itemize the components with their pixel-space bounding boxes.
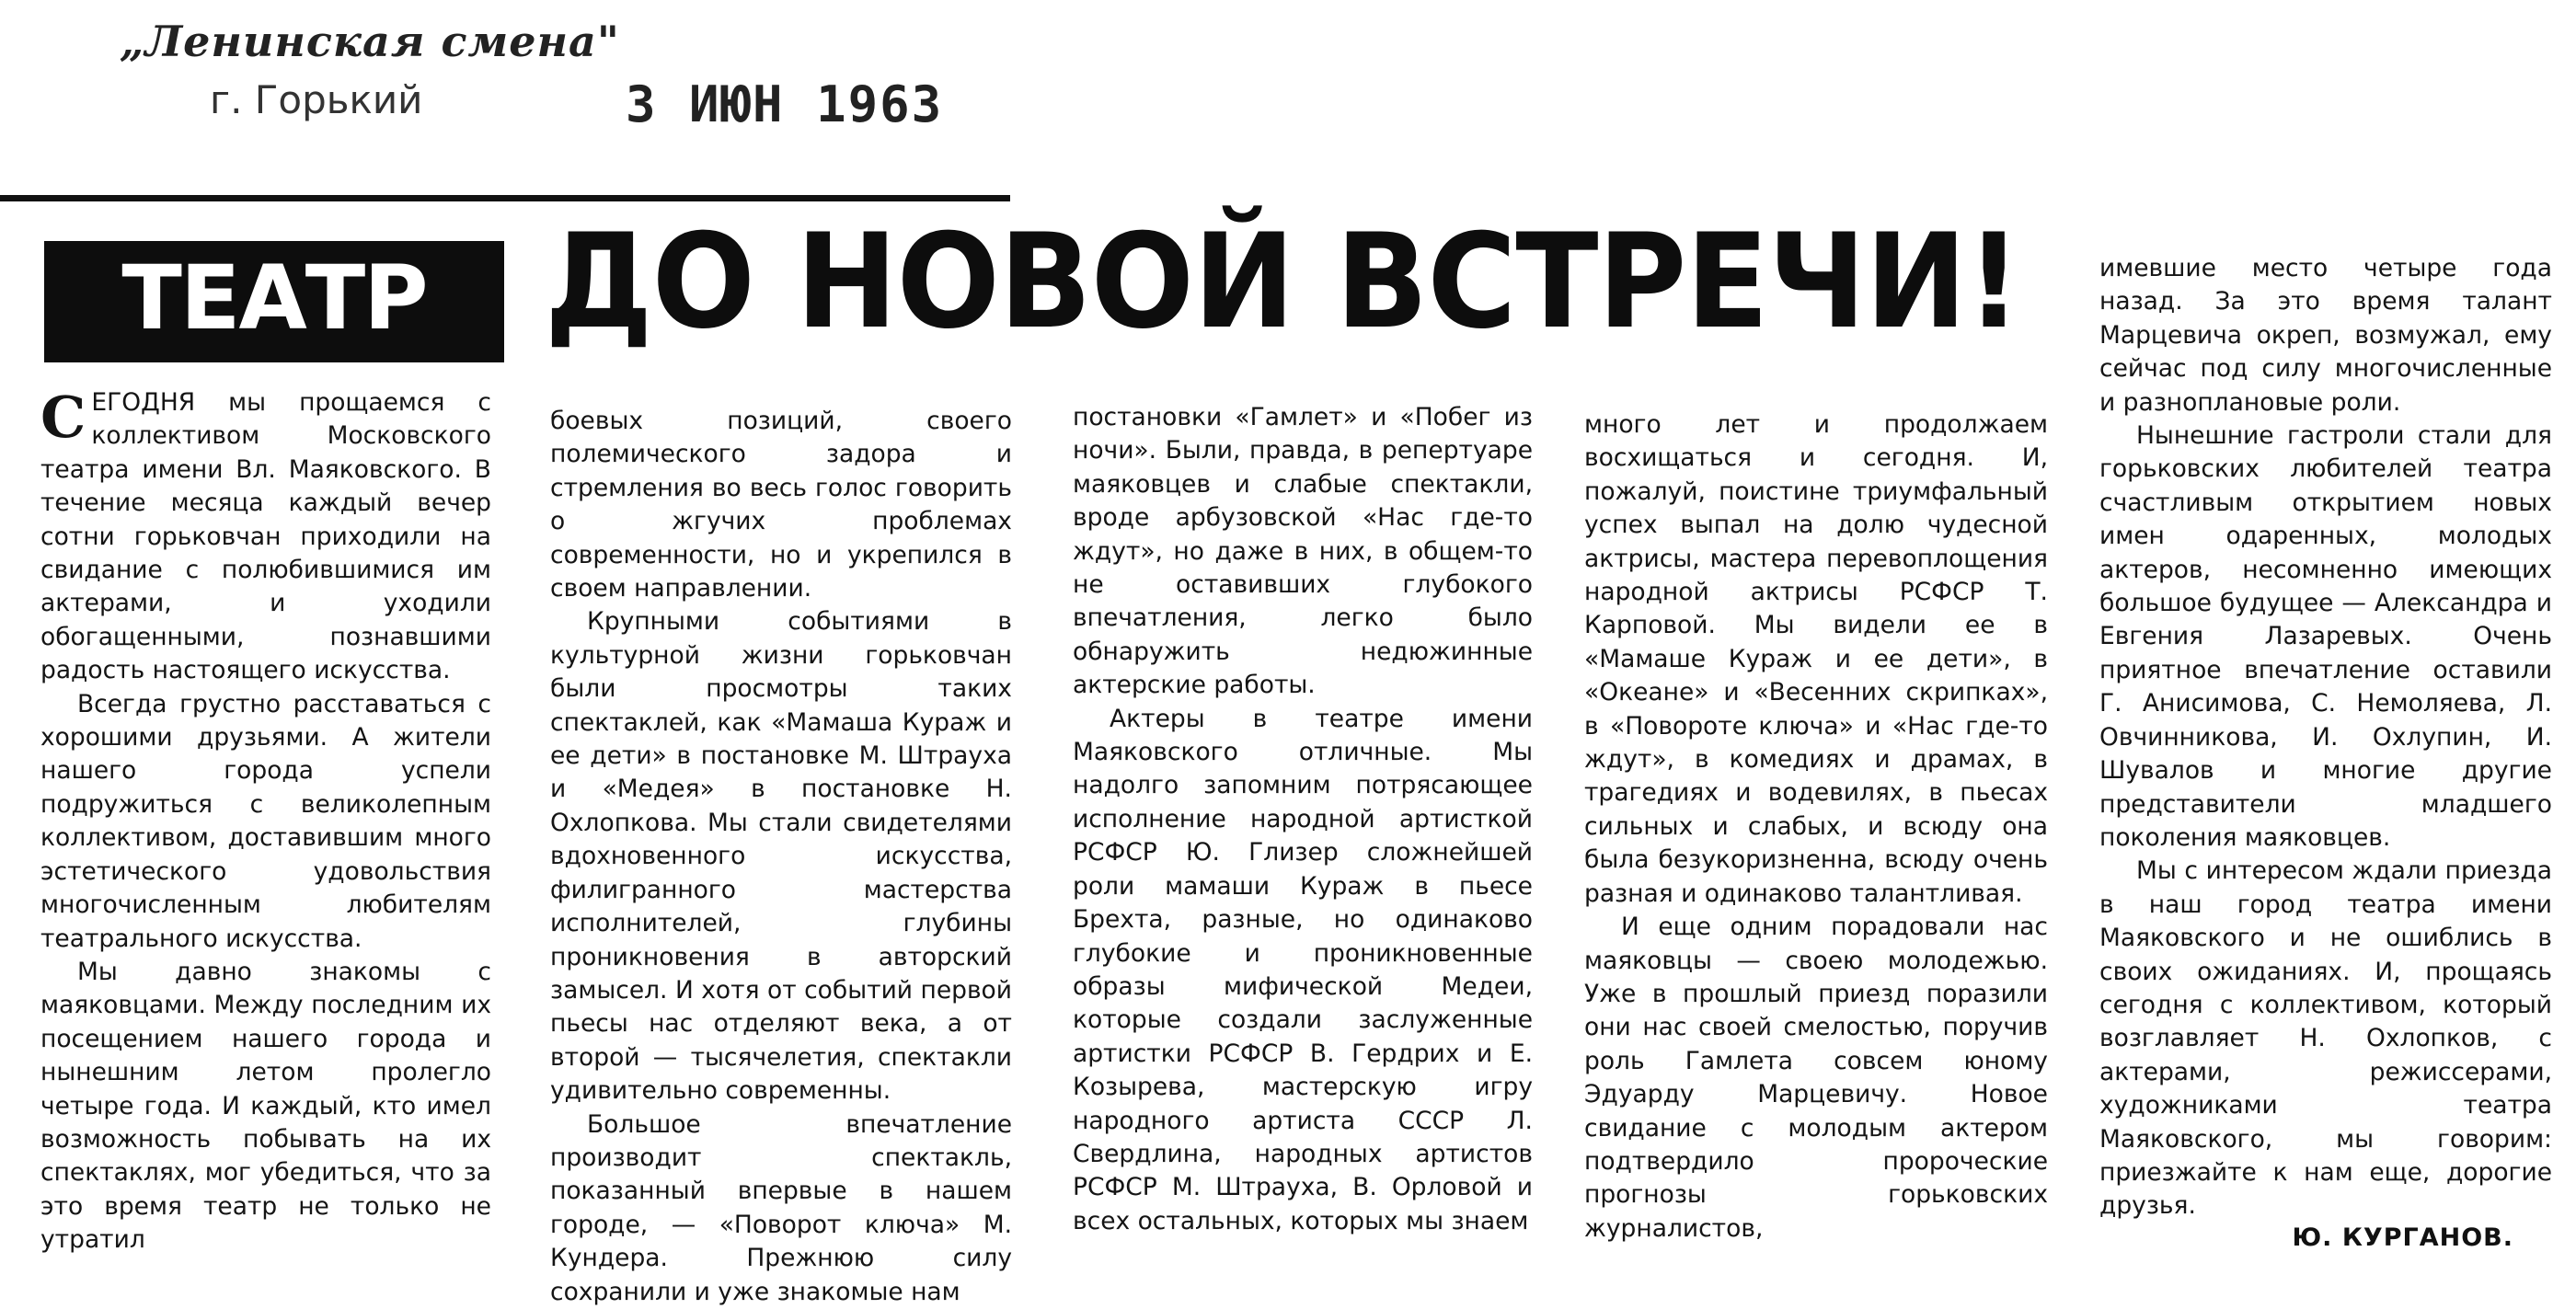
article-paragraph: Мы давно знакомы с маяковцами. Между последним их посещением нашего города и нынешним летом пролегло четыре года. И каждый, кто имел возможность побывать на их спектаклях, мог убедиться, что за это время театр не только не утратил [40,957,491,1255]
article-column-4 [1584,408,2048,1246]
newspaper-name-stamp: „Ленинская смена" [120,17,620,66]
article-paragraph: боевых позиций, своего полемического задора и стремления во весь голос говорить о жгучих проблемах современности, но и укрепился в своем направлении. [550,407,1012,603]
article-paragraph: Большое впечатление производит спектакль, показанный впервые в нашем городе, — «Поворот ключа» М. Кундера. Прежнюю силу сохранили и уже знакомые нам [550,1109,1012,1306]
article-headline: ДО НОВОЙ ВСТРЕЧИ! [545,206,2021,358]
date-stamp: 3 ИЮН 1963 [626,75,944,133]
paragraph-text: ЕГОДНЯ мы прощаемся с коллективом Московского театра имени Вл. Маяковского. В течение месяца каждый вечер сотни горьковчан приходили на свидание с полюбившимися им актерами, и уходили обогащенными, познавшими радость настоящего искусства. [40,388,491,685]
article-column-5 [2099,252,2552,1223]
rubric-box [44,241,504,362]
drop-cap: С [40,384,86,451]
article-paragraph: Крупными событиями в культурной жизни горьковчан были просмотры таких спектаклей, как «Мамаша Кураж и ее дети» в постановке М. Штрауха и «Медея» в постановке Н. Охлопкова. Мы стали свидетелями вдохновенного искусства, филигранного мастерства исполнителей, глубины проникновения в авторский замысел. И хотя от событий первой пьесы нас отделяют века, а от второй — тысячелетия, спектакли удивительно современны. [550,607,1012,1106]
rubric-label: ТЕАТР [121,247,427,350]
article-column-2 [550,405,1012,1309]
article-paragraph: много лет и продолжаем восхищаться и сегодня. И, пожалуй, поистине триумфальный успех выпал на долю чудесной актрисы, мастера перевоплощения народной актрисы РСФСР Т. Карповой. Мы видели ее в «Мамаше Кураж и ее дети», в «Океане» и «Весенних скрипках», в «Повороте ключа» и «Нас где-то ждут», в комедиях и драмах, в трагедиях и водевилях, в пьесах сильных и слабых, и всюду она была безукоризненна, всюду очень разная и одинаково талантливая. [1584,410,2048,908]
article-paragraph: имевшие место четыре года назад. За это время талант Марцевича окреп, возмужал, ему сейчас под силу многочисленные и разноплановые роли. [2099,254,2552,417]
article-column-1 [40,386,491,1257]
article-paragraph: Актеры в театре имени Маяковского отличные. Мы надолго запомним потрясающее исполнение народной артисткой РСФСР Ю. Глизер сложнейшей роли мамаши Кураж в пьесе Брехта, разные, но одинаково глубокие и проникновенные образы мифической Медеи, которые создали заслуженные артистки РСФСР В. Гердрих и Е. Козырева, мастерскую игру народного артиста СССР Л. Свердлина, народных артистов РСФСР М. Штрауха, В. Орловой и всех остальных, которых мы знаем [1073,704,1533,1235]
article-paragraph: И еще одним порадовали нас маяковцы — своею молодежью. Уже в прошлый приезд поразили они нас своей смелостью, поручив роль Гамлета совсем юному Эдуарду Марцевичу. Новое свидание с молодым актером подтвердило пророческие прогнозы горьковских журналистов, [1584,913,2048,1243]
article-paragraph: постановки «Гамлет» и «Побег из ночи». Были, правда, в репертуаре маяковцев и слабые спектакли, вроде арбузовской «Нас где-то ждут», но даже в них, в общем-то не оставивших глубокого впечатления, легко было обнаружить недюжинные актерские работы. [1073,403,1533,700]
top-rule [0,195,1010,201]
city-stamp: г. Горький [210,77,423,122]
article-paragraph [40,386,491,688]
article-column-3 [1073,401,1533,1238]
article-paragraph: Всегда грустно расставаться с хорошими друзьями. А жители нашего города успели подружиться с великолепным коллективом, доставившим много эстетического удовольствия многочисленным любителям театрального искусства. [40,689,491,953]
article-paragraph: Нынешние гастроли стали для горьковских любителей театра счастливым открытием новых имен одаренных, молодых актеров, несомненно имеющих большое будущее — Александра и Евгения Лазаревых. Очень приятное впечатление оставили Г. Анисимова, С. Немоляева, Л. Овчинникова, И. Охлупин, И. Шувалов и многие другие представители младшего поколения маяковцев. [2099,421,2552,852]
author-signature: Ю. КУРГАНОВ. [2292,1223,2513,1252]
article-paragraph: Мы с интересом ждали приезда в наш город театра имени Маяковского и не ошиблись в своих ожиданиях. И, прощаясь сегодня с коллективом, который возглавляет Н. Охлопков, с актерами, режиссерами, художниками театра Маяковского, мы говорим: приезжайте к нам еще, дорогие друзья. [2099,856,2552,1221]
